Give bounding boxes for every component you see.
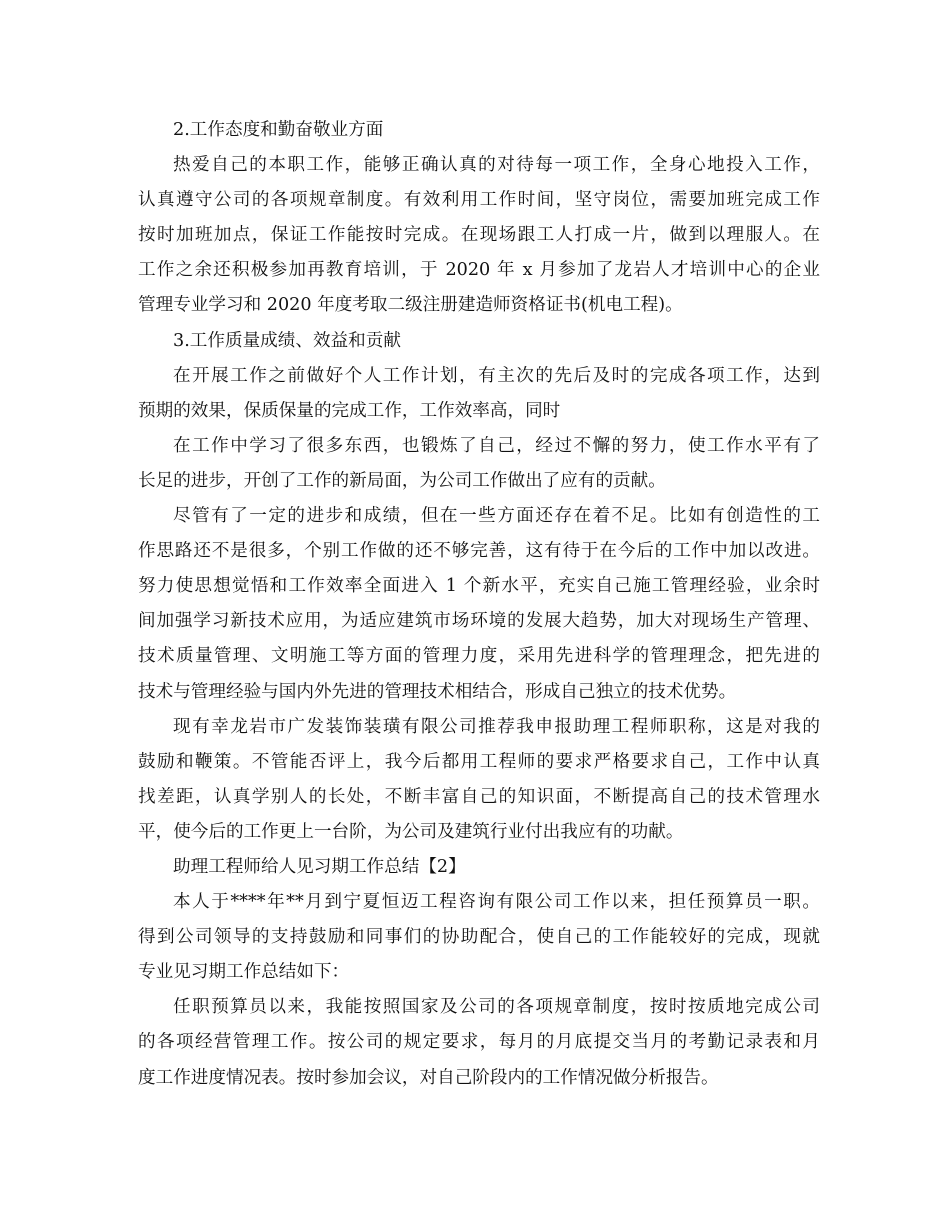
- paragraph-line: 努力使思想觉悟和工作效率全面进入 1 个新水平，充实自己施工管理经验，业余时: [138, 576, 820, 597]
- paragraph-line: 找差距，认真学别人的长处，不断丰富自己的知识面，不断提高自己的技术管理水: [138, 786, 820, 807]
- paragraph-line: 按时加班加点，保证工作能按时完成。在现场跟工人打成一片，做到以理服人。在: [138, 225, 820, 246]
- paragraph-line: 现有幸龙岩市广发装饰装璜有限公司推荐我申报助理工程师职称，这是对我的: [173, 716, 820, 737]
- paragraph-line: 技术与管理经验与国内外先进的管理技术相结合，形成自己独立的技术优势。: [138, 681, 737, 702]
- paragraph-line: 专业见习期工作总结如下：: [138, 962, 350, 983]
- paragraph-line: 预期的效果，保质保量的完成工作，工作效率高，同时: [138, 400, 561, 421]
- paragraph-line: 长足的进步，开创了工作的新局面，为公司工作做出了应有的贡献。: [138, 470, 666, 491]
- paragraph-line: 平，使今后的工作更上一台阶，为公司及建筑行业付出我应有的功献。: [138, 821, 684, 842]
- paragraph-line: 度工作进度情况表。按时参加会议，对自己阶段内的工作情况做分析报告。: [138, 1067, 719, 1088]
- section-heading-work-attitude: 2.工作态度和勤奋敬业方面: [173, 120, 384, 140]
- paragraph-line: 工作之余还积极参加再教育培训，于 2020 年 x 月参加了龙岩人才培训中心的企业: [138, 260, 820, 281]
- paragraph-line: 作思路还不是很多，个别工作做的还不够完善，这有待于在今后的工作中加以改进。: [138, 541, 820, 562]
- paragraph-line: 鼓励和鞭策。不管能否评上，我今后都用工程师的要求严格要求自己，工作中认真: [138, 751, 820, 772]
- paragraph-line: 在工作中学习了很多东西，也锻炼了自己，经过不懈的努力，使工作水平有了: [173, 435, 820, 456]
- paragraph-line: 管理专业学习和 2020 年度考取二级注册建造师资格证书(机电工程)。: [138, 295, 683, 316]
- paragraph-line: 尽管有了一定的进步和成绩，但在一些方面还存在着不足。比如有创造性的工: [173, 506, 820, 527]
- paragraph-line: 认真遵守公司的各项规章制度。有效利用工作时间，坚守岗位，需要加班完成工作: [138, 190, 820, 211]
- section-heading-work-quality: 3.工作质量成绩、效益和贡献: [173, 330, 401, 351]
- paragraph-line: 在开展工作之前做好个人工作计划，有主次的先后及时的完成各项工作，达到: [173, 365, 820, 386]
- paragraph-line: 技术质量管理、文明施工等方面的管理力度，采用先进科学的管理理念，把先进的: [138, 646, 820, 667]
- paragraph-line: 任职预算员以来，我能按照国家及公司的各项规章制度，按时按质地完成公司: [173, 997, 820, 1018]
- paragraph-line: 的各项经营管理工作。按公司的规定要求，每月的月底提交当月的考勤记录表和月: [138, 1032, 820, 1053]
- paragraph-line: 得到公司领导的支持鼓励和同事们的协助配合，使自己的工作能较好的完成，现就: [138, 927, 820, 948]
- document-body: [138, 113, 820, 1096]
- paragraph-line: 本人于****年**月到宁夏恒迈工程咨询有限公司工作以来，担任预算员一职。: [173, 892, 820, 913]
- paragraph-line: 热爱自己的本职工作，能够正确认真的对待每一项工作，全身心地投入工作，: [173, 155, 820, 176]
- paragraph-line: 间加强学习新技术应用，为适应建筑市场环境的发展大趋势，加大对现场生产管理、: [138, 611, 820, 632]
- section-heading-summary-2: 助理工程师给人见习期工作总结【2】: [173, 856, 466, 877]
